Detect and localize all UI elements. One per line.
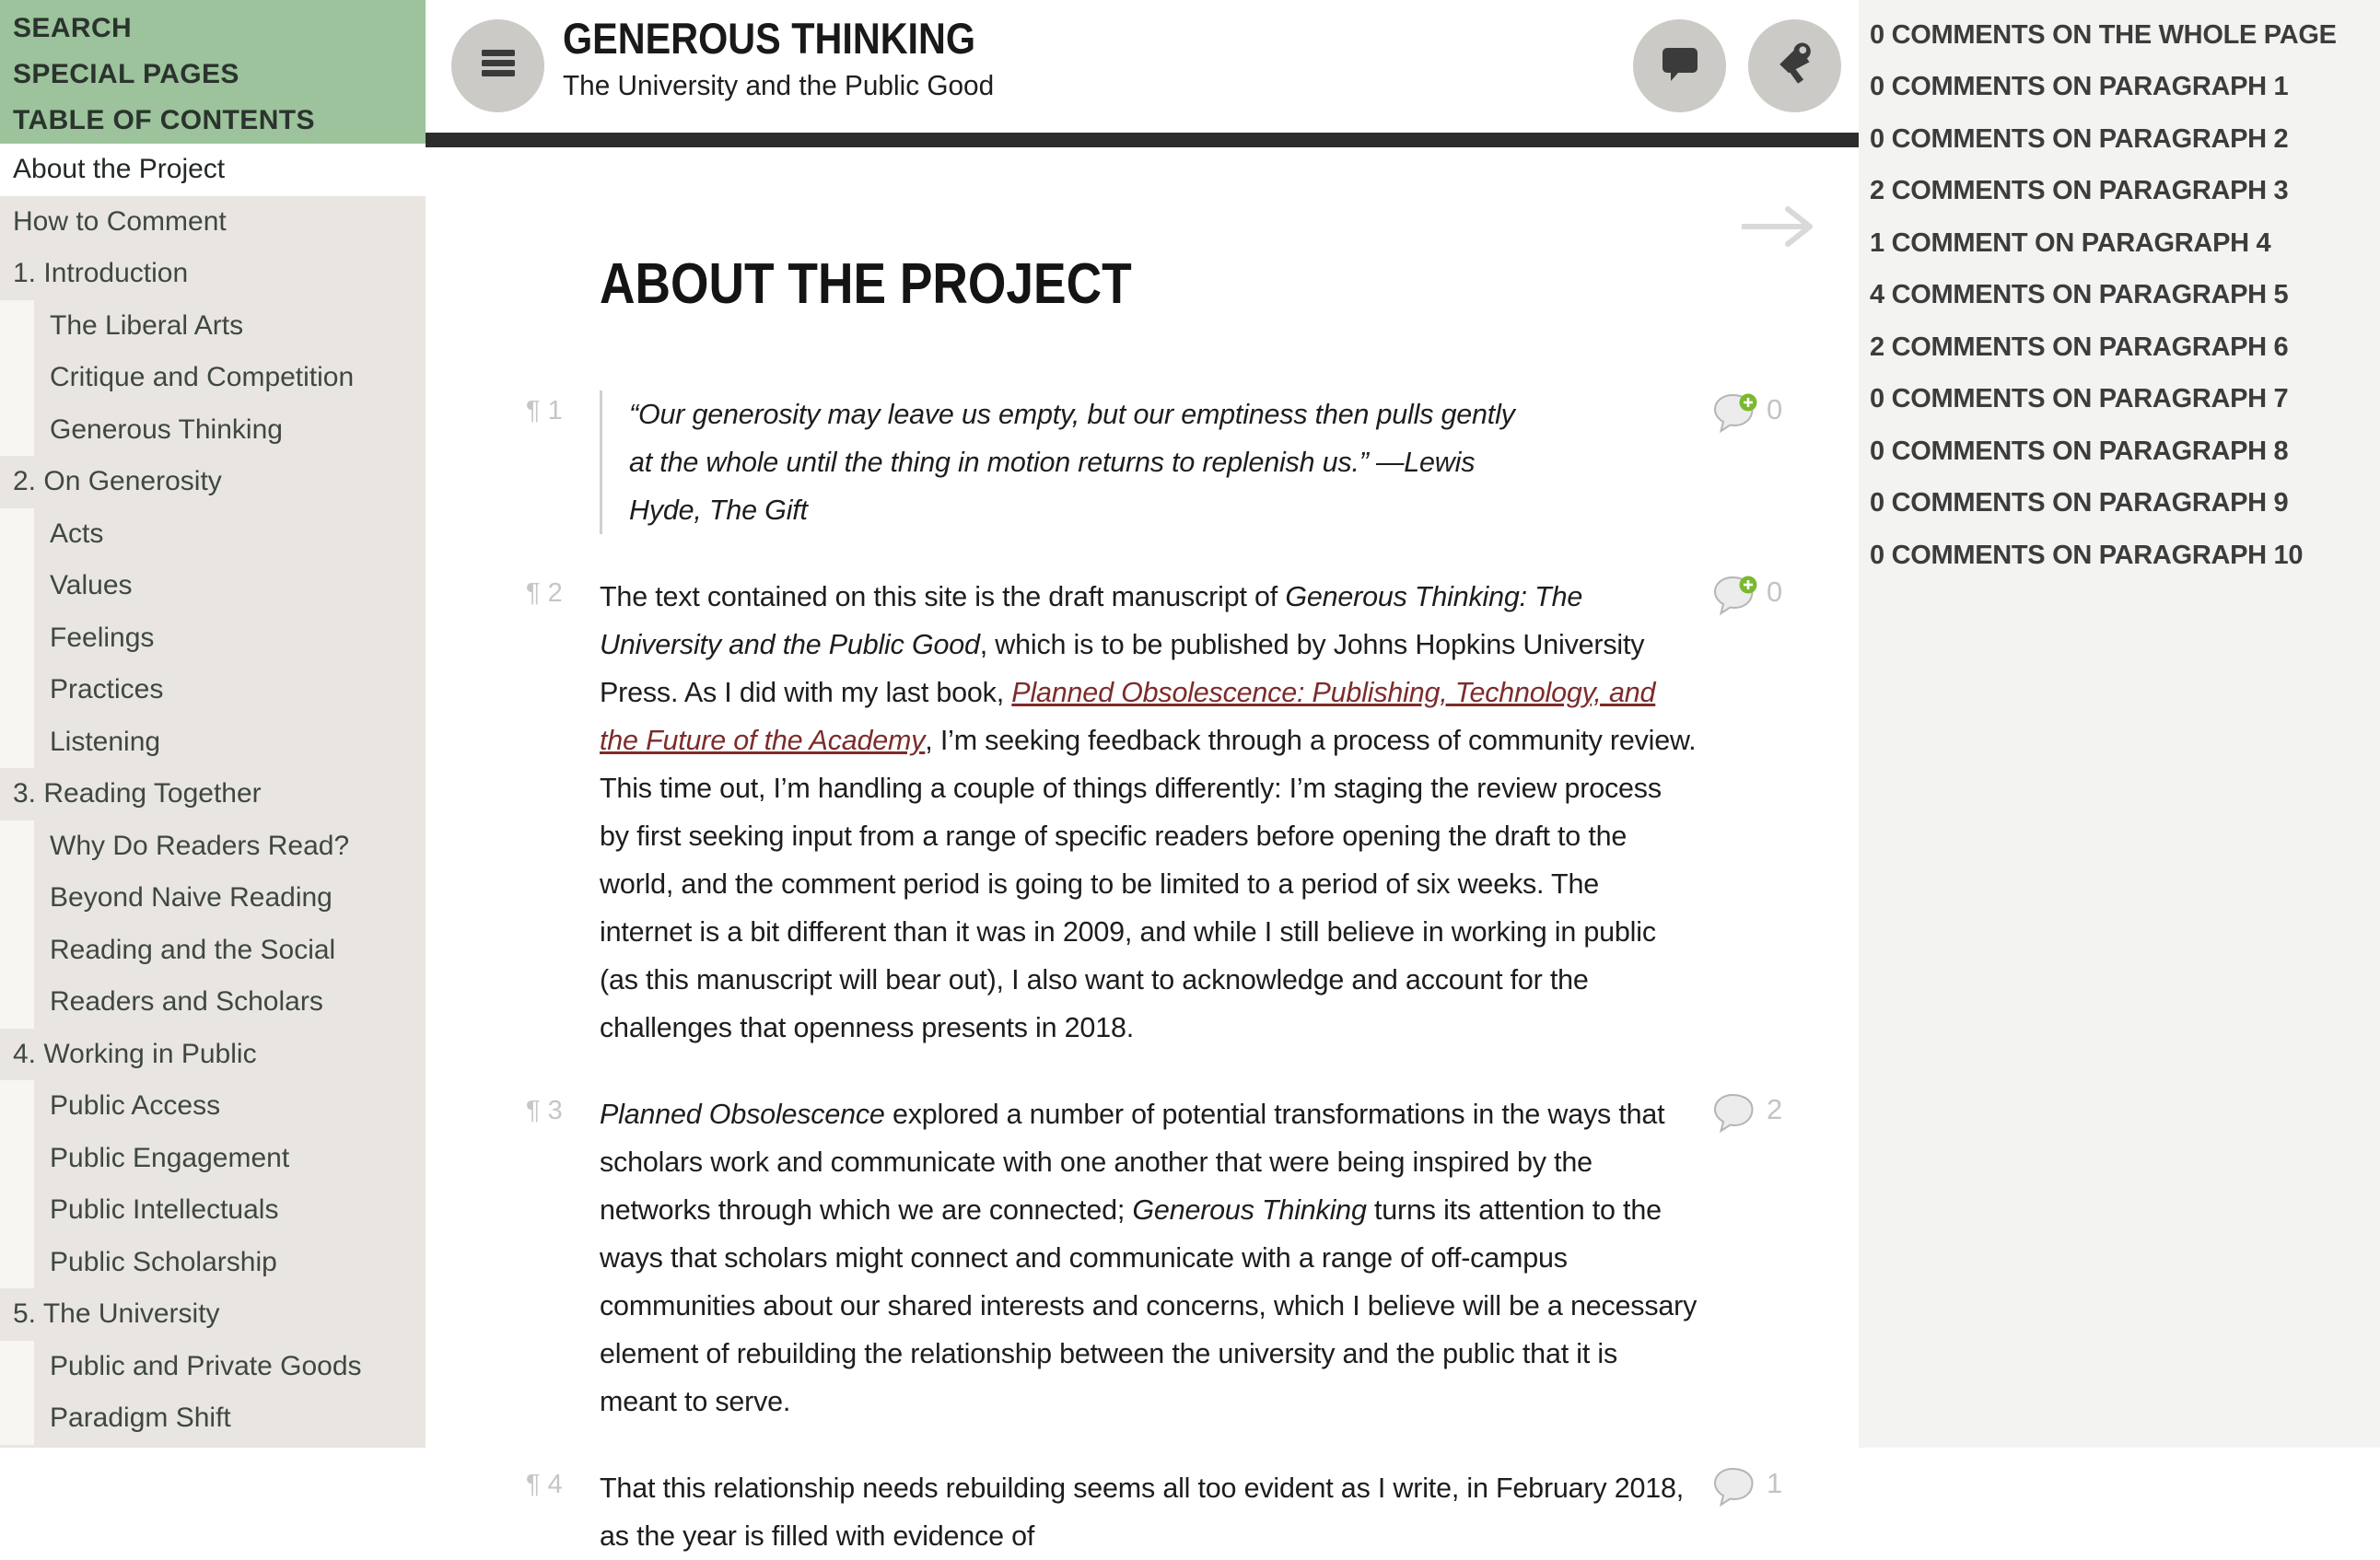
text-segment: Planned Obsolescence (600, 1099, 885, 1130)
text-segment: , which is to be published by Johns Hopkins University Press. As I did with my last book, (600, 629, 1645, 708)
text-segment: turns its attention to the ways that scholars might connect and communicate with a range of off-campus communities about our shared interests and concerns, which I believe will be a necessary element of rebuilding the relationship between the university and the public that it is meant to serve. (600, 1194, 1698, 1417)
paragraph-marker: ¶ 3 (526, 1096, 563, 1125)
text-segment: “Our generosity may leave us empty, but our emptiness then pulls gently at the whole until the thing in motion returns to replenish us.” —Lewis Hyde, The Gift (629, 399, 1515, 526)
toc-item-readers-and-scholars[interactable]: Readers and Scholars (0, 976, 426, 1029)
toc-item-public-scholarship[interactable]: Public Scholarship (0, 1237, 426, 1289)
toc-item-why-do-readers-read[interactable]: Why Do Readers Read? (0, 821, 426, 873)
toc-item-how-to-comment[interactable]: How to Comment (0, 196, 426, 249)
blockquote-text (600, 390, 1532, 534)
article (526, 0, 1783, 1560)
text-segment: Generous Thinking: The University and the Public Good (600, 581, 1583, 660)
paragraph-4 (526, 1464, 1783, 1560)
toc-item-the-liberal-arts[interactable]: The Liberal Arts (0, 300, 426, 353)
toc-item-paradigm-shift[interactable]: Paradigm Shift (0, 1392, 426, 1445)
paragraph-3 (526, 1090, 1783, 1426)
paragraph-marker: ¶ 4 (526, 1470, 563, 1499)
toc-item-public-access[interactable]: Public Access (0, 1080, 426, 1133)
toc-item-3-reading-together[interactable]: 3. Reading Together (0, 768, 426, 821)
comment-bubble-icon (1712, 1466, 1758, 1513)
toc-item-critique-and-competition[interactable]: Critique and Competition (0, 352, 426, 404)
comments-summary-panel (1859, 0, 2380, 1448)
add-comment-bubble-icon (1712, 392, 1758, 439)
toc-item-generous-thinking[interactable]: Generous Thinking (0, 404, 426, 457)
toc-item-acts[interactable]: Acts (0, 508, 426, 561)
text-segment: The text contained on this site is the draft manuscript of (600, 581, 1286, 612)
sidebar-tab-search[interactable]: SEARCH (13, 13, 133, 43)
site-subtitle: The University and the Public Good (563, 68, 995, 101)
left-sidebar (0, 0, 426, 1448)
toc-item-feelings[interactable]: Feelings (0, 612, 426, 665)
site-title[interactable]: GENEROUS THINKING (563, 14, 976, 63)
toc-item-1-introduction[interactable]: 1. Introduction (0, 248, 426, 300)
toc-item-5-the-university[interactable]: 5. The University (0, 1288, 426, 1341)
text-segment: Generous Thinking (1132, 1194, 1367, 1226)
sidebar-section-tabs (0, 0, 426, 144)
add-comment-bubble-icon (1712, 575, 1758, 622)
text-segment: , I’m seeking feedback through a process of community review. This time out, I’m handling a couple of things differently: I’m staging the review process by first seeking input from a range of specific readers before opening the draft to the world, and the comment period is going to be limited to a period of six weeks. The internet is a bit different than it was in 2009, and while I still believe in working in public (as this manuscript will bear out), I also want to acknowledge and account for the challenges that openness presents in 2018. (600, 725, 1697, 1043)
comment-count: 2 (1767, 1093, 1783, 1125)
toc-item-public-and-private-goods[interactable]: Public and Private Goods (0, 1341, 426, 1393)
toc-item-public-intellectuals[interactable]: Public Intellectuals (0, 1184, 426, 1237)
comment-count: 1 (1767, 1467, 1783, 1499)
page-title: ABOUT THE PROJECT (600, 252, 1132, 316)
comments-summary-item-3[interactable]: 2 COMMENTS ON PARAGRAPH 3 (1870, 176, 2289, 206)
paragraph-1 (526, 390, 1783, 534)
comments-summary-item-9[interactable]: 0 COMMENTS ON PARAGRAPH 9 (1870, 488, 2289, 518)
comments-summary-item-4[interactable]: 1 COMMENT ON PARAGRAPH 4 (1870, 227, 2271, 258)
toc-item-public-engagement[interactable]: Public Engagement (0, 1133, 426, 1185)
paragraph-marker: ¶ 1 (526, 396, 563, 425)
comment-count: 0 (1767, 393, 1783, 425)
paragraph-marker: ¶ 2 (526, 578, 563, 608)
toc-item-reading-and-the-social[interactable]: Reading and the Social (0, 925, 426, 977)
comments-summary-item-5[interactable]: 4 COMMENTS ON PARAGRAPH 5 (1870, 280, 2289, 310)
paragraph-2 (526, 573, 1783, 1052)
paragraph-comment-button[interactable] (1712, 1092, 1782, 1139)
paragraph-text (600, 1090, 1698, 1426)
toc-item-listening[interactable]: Listening (0, 716, 426, 769)
menu-button[interactable] (451, 19, 544, 112)
paragraph-list (526, 390, 1783, 1560)
toc-item-2-on-generosity[interactable]: 2. On Generosity (0, 456, 426, 508)
comments-summary-item-2[interactable]: 0 COMMENTS ON PARAGRAPH 2 (1870, 123, 2289, 154)
text-segment: explored a number of potential transformations in the ways that scholars work and communicate with one another that were being inspired by the networks through which we are connected; (600, 1099, 1665, 1226)
sidebar-tab-table-of-contents[interactable]: TABLE OF CONTENTS (13, 105, 315, 135)
text-segment: That this relationship needs rebuilding seems all too evident as I write, in February 2018, as the year is filled with evidence of (600, 1473, 1685, 1552)
planned-obsolescence-link[interactable]: Planned Obsolescence: Publishing, Technology, and the Future of the Academy (600, 677, 1656, 756)
paragraph-text (600, 573, 1698, 1052)
paragraph-comment-button[interactable] (1712, 392, 1782, 439)
main-column (426, 0, 1859, 1552)
comments-summary-item-10[interactable]: 0 COMMENTS ON PARAGRAPH 10 (1870, 540, 2304, 570)
paragraph-text (600, 1464, 1698, 1560)
comments-summary-item-6[interactable]: 2 COMMENTS ON PARAGRAPH 6 (1870, 332, 2289, 362)
comments-summary-item-7[interactable]: 0 COMMENTS ON PARAGRAPH 7 (1870, 384, 2289, 414)
comment-count: 0 (1767, 576, 1783, 608)
comments-summary-item-0[interactable]: 0 COMMENTS ON THE WHOLE PAGE (1870, 19, 2337, 50)
comments-summary-item-1[interactable]: 0 COMMENTS ON PARAGRAPH 1 (1870, 72, 2289, 102)
sidebar-tab-special-pages[interactable]: SPECIAL PAGES (13, 59, 239, 89)
comment-bubble-icon (1712, 1092, 1758, 1139)
hamburger-icon (478, 48, 519, 84)
toc-item-practices[interactable]: Practices (0, 664, 426, 716)
arrow-right-icon[interactable] (1736, 204, 1825, 253)
paragraph-comment-button[interactable] (1712, 1466, 1782, 1513)
toc-item-4-working-in-public[interactable]: 4. Working in Public (0, 1029, 426, 1081)
toc-item-beyond-naive-reading[interactable]: Beyond Naive Reading (0, 872, 426, 925)
megaphone-icon (1771, 40, 1819, 92)
toc-item-values[interactable]: Values (0, 560, 426, 612)
toc-item-about-the-project[interactable]: About the Project (0, 144, 426, 196)
comments-summary-item-8[interactable]: 0 COMMENTS ON PARAGRAPH 8 (1870, 436, 2289, 466)
activity-toggle-button[interactable] (1748, 19, 1841, 112)
table-of-contents (0, 144, 426, 1445)
paragraph-comment-button[interactable] (1712, 575, 1782, 622)
